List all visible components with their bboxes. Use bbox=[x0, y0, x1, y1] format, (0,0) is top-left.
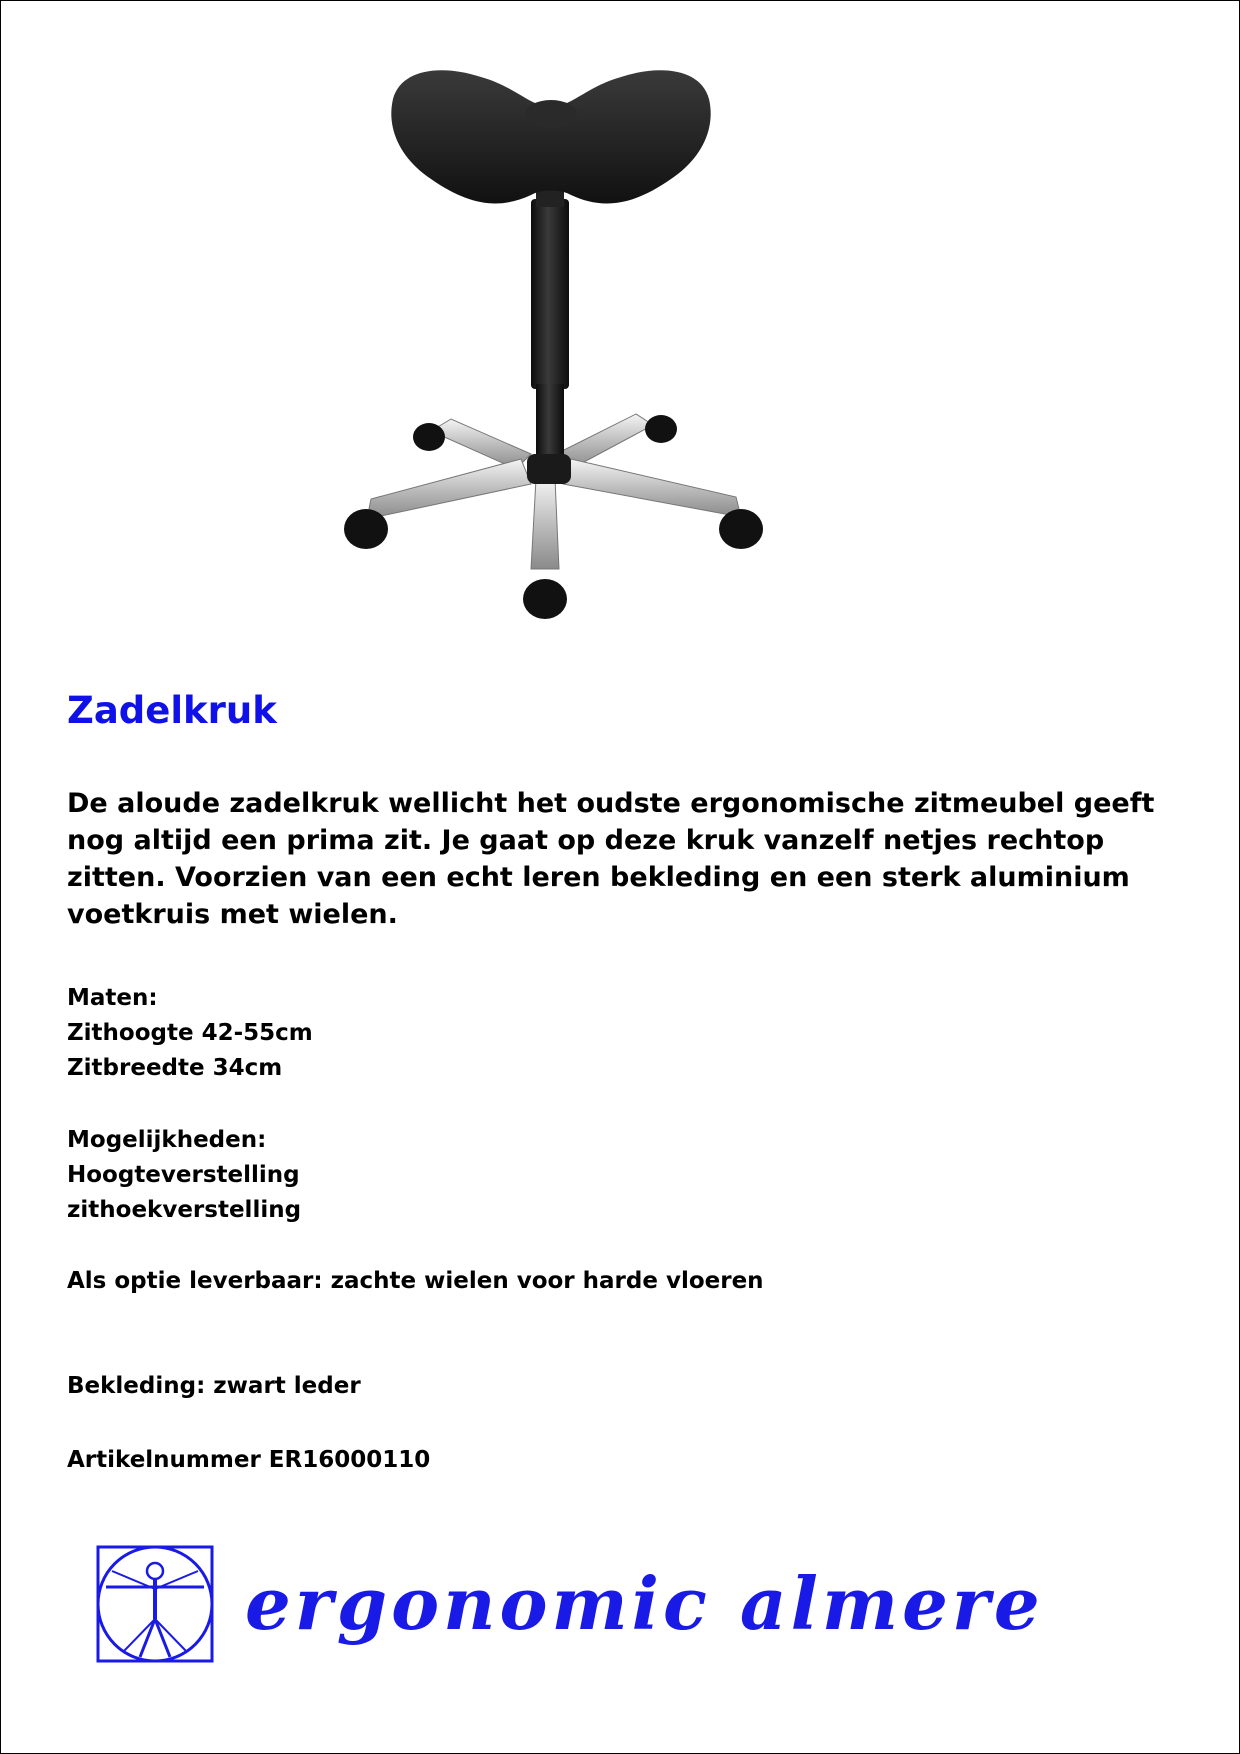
options-section bbox=[67, 1123, 301, 1228]
dimension-seat-height: Zithoogte 42-55cm bbox=[67, 1020, 313, 1046]
saddle-stool-photo bbox=[331, 59, 831, 649]
product-description: De aloude zadelkruk wellicht het oudste ergonomische zitmeubel geeft nog altijd een prima zit. Je gaat op deze kruk vanzelf netjes rechtop zitten. Voorzien van een echt leren bekleding en een sterk aluminium voetkruis met wielen. bbox=[67, 788, 1155, 930]
upholstery-info: Bekleding: zwart leder bbox=[67, 1373, 361, 1399]
article-number: Artikelnummer ER16000110 bbox=[67, 1447, 431, 1473]
option-height-adjust: Hoogteverstelling bbox=[67, 1162, 300, 1188]
option-tilt-adjust: zithoekverstelling bbox=[67, 1197, 302, 1223]
brand-wordmark: ergonomic almere bbox=[245, 1561, 1044, 1646]
dimension-seat-width: Zitbreedte 34cm bbox=[67, 1055, 283, 1081]
dimensions-heading: Maten: bbox=[67, 985, 158, 1011]
dimensions-section bbox=[67, 981, 313, 1086]
options-heading: Mogelijkheden: bbox=[67, 1127, 267, 1153]
product-title: Zadelkruk bbox=[67, 689, 277, 732]
optional-extra: Als optie leverbaar: zachte wielen voor harde vloeren bbox=[67, 1268, 764, 1294]
vitruvian-man-icon bbox=[94, 1543, 216, 1665]
